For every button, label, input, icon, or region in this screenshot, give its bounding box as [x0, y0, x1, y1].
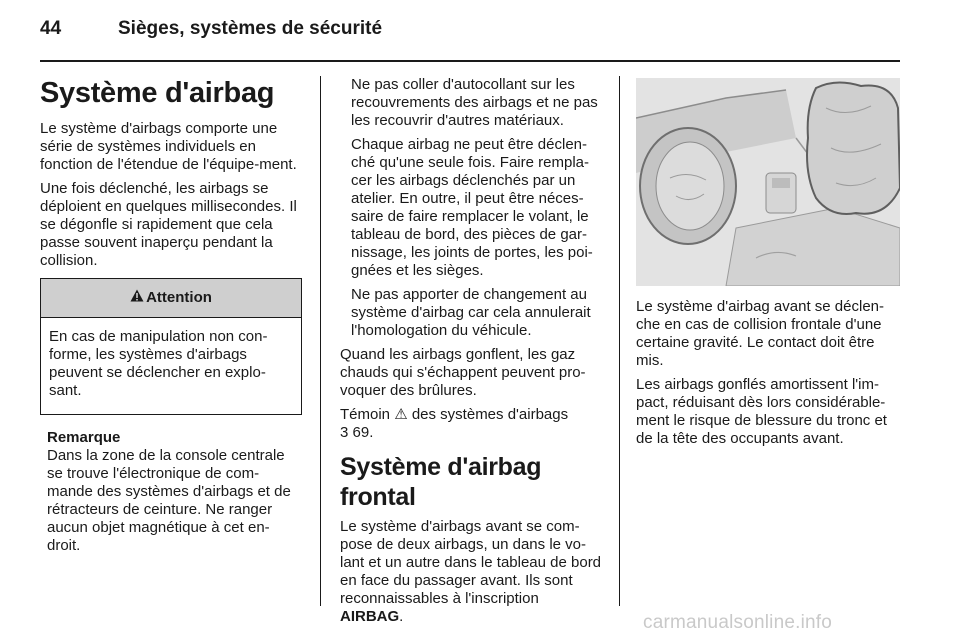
- header-rule: [40, 60, 900, 62]
- page-title: Sièges, systèmes de sécurité: [118, 18, 383, 39]
- column-divider-1: [320, 76, 321, 606]
- page-number: 44: [40, 18, 62, 39]
- column-divider-2: [619, 76, 620, 606]
- warning-triangle-icon: [130, 289, 144, 307]
- airbag-warning-icon: ⚠: [394, 406, 408, 423]
- paragraph: Ne pas apporter de changement au système d'airbag car cela annulerait l'homologation du véhicule.: [351, 286, 591, 339]
- remarque-note: [40, 429, 302, 555]
- remarque-text: Dans la zone de la console centrale se trouve l'électronique de com-mande des systèmes d'airbags et de rétracteurs de ceinture. Ne ranger aucun objet magnétique à cet en-droit.: [47, 447, 291, 554]
- paragraph: Le système d'airbags avant se com-pose de deux airbags, un dans le vo-lant et un autre dans le tableau de bord en face du passager avant. Ils sont reconnaissables à l'inscription AIRBAG.: [340, 518, 602, 625]
- paragraph: Une fois déclenché, les airbags se déploient en quelques millisecondes. Il se dégonfle si rapidement que cela passe souvent inaperçu pendant la collision.: [40, 180, 297, 269]
- paragraph: Quand les airbags gonflent, les gaz chauds qui s'échappent peuvent pro-voquer des brûlures.: [340, 346, 586, 399]
- airbag-inscription: AIRBAG: [340, 608, 400, 625]
- paragraph: Les airbags gonflés amortissent l'im-pact, réduisant dès lors considérable-ment le risque de blessure du tronc et de la tête des occupants avant.: [636, 376, 887, 447]
- attention-header: [41, 279, 301, 318]
- page-reference[interactable]: 69.: [352, 424, 374, 441]
- page-reference-arrow: 3: [340, 424, 349, 441]
- column-left: [40, 76, 302, 555]
- paragraph-temoin: Témoin ⚠ des systèmes d'airbags 3 69.: [340, 406, 569, 441]
- column-right: [636, 298, 902, 454]
- airbag-deployment-illustration: [636, 78, 900, 286]
- page-header: [40, 18, 900, 58]
- paragraph: Le système d'airbags comporte une série de systèmes individuels en fonction de l'étendue de l'équipe-ment.: [40, 120, 297, 173]
- paragraph: Le système d'airbag avant se déclen-che en cas de collision frontale d'une certaine gravité. Le contact doit être mis.: [636, 298, 885, 369]
- section-title-airbag-system: Système d'airbag: [40, 77, 275, 109]
- column-middle: [340, 76, 605, 632]
- attention-title: Attention: [146, 289, 212, 306]
- watermark: carmanualsonline.info: [643, 612, 833, 633]
- attention-text: En cas de manipulation non con-forme, les systèmes d'airbags peuvent se déclencher en explo-sant.: [49, 328, 268, 399]
- attention-box: [40, 278, 302, 415]
- paragraph: Ne pas coller d'autocollant sur les recouvrements des airbags et ne pas les recouvrir d'autres matériaux.: [351, 76, 598, 129]
- remarque-title: Remarque: [47, 429, 121, 446]
- paragraph: Chaque airbag ne peut être déclen-ché qu'une seule fois. Faire rempla-cer les airbags déclenchés par un atelier. En outre, il peut être néces-saire de faire remplacer le volant, le tableau de bord, des pièces de gar-nissage, les joints de portes, les poi-gnées et les sièges.: [351, 136, 593, 279]
- section-title-frontal-airbag: Système d'airbag frontal: [340, 453, 542, 511]
